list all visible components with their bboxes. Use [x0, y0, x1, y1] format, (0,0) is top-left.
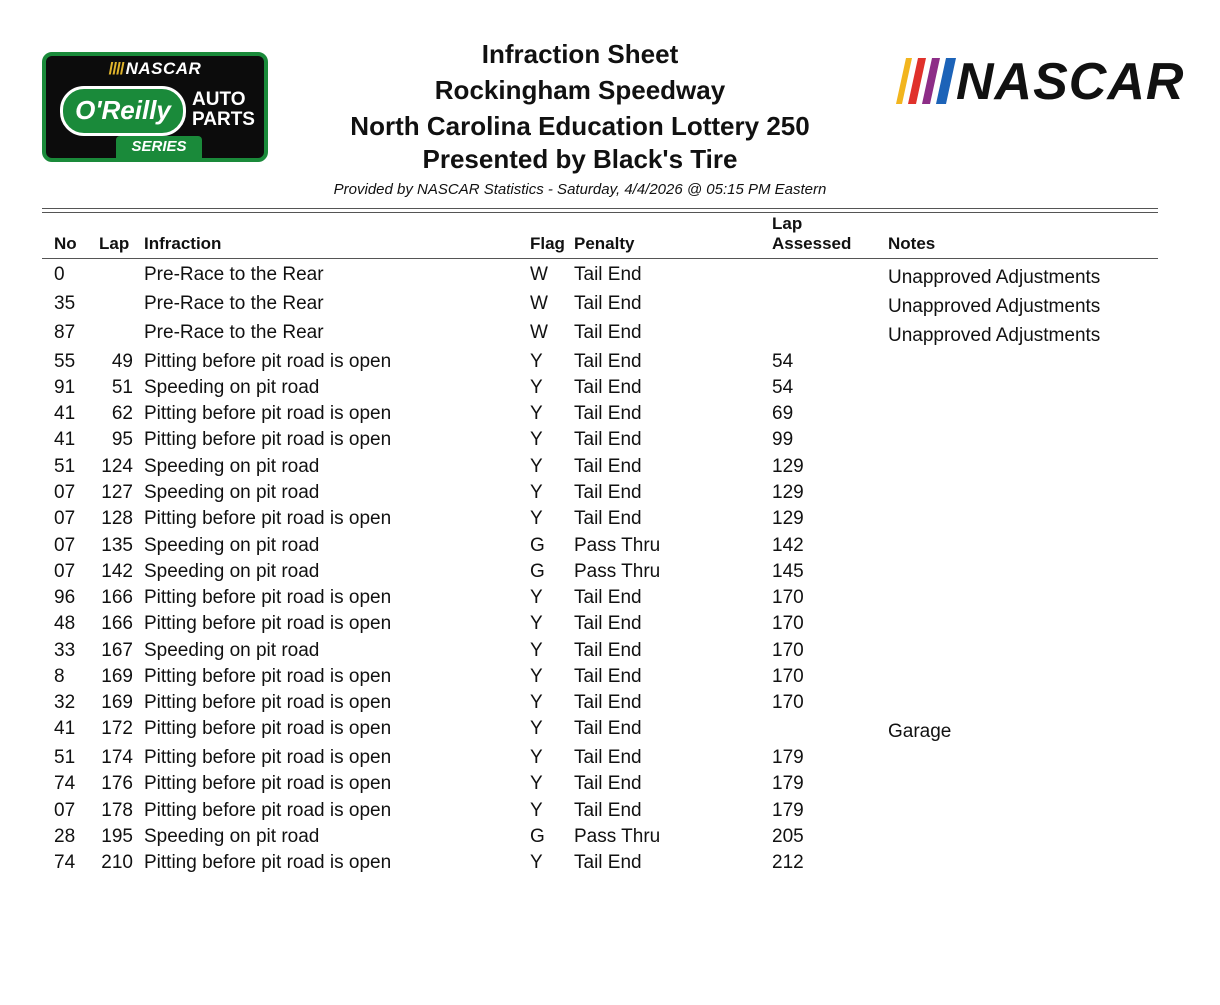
col-header-lap: Lap — [99, 234, 130, 253]
nascar-wordmark: NASCAR — [956, 53, 1185, 111]
cell-infraction: Speeding on pit road — [144, 482, 320, 503]
race-sponsor: Presented by Black's Tire — [422, 144, 738, 174]
cell-no: 48 — [54, 613, 76, 634]
cell-notes: Unapproved Adjustments — [888, 296, 1101, 317]
cell-no: 35 — [54, 293, 76, 314]
cell-lap-assessed: 212 — [772, 852, 804, 873]
cell-lap-assessed: 170 — [772, 613, 804, 634]
cell-penalty: Tail End — [574, 666, 642, 687]
cell-penalty: Tail End — [574, 429, 642, 450]
cell-lap: 166 — [101, 613, 133, 634]
cell-infraction: Pitting before pit road is open — [144, 403, 392, 424]
cell-flag: Y — [530, 508, 543, 529]
cell-lap-assessed: 54 — [772, 377, 794, 398]
cell-infraction: Speeding on pit road — [144, 640, 320, 661]
header-rule-top — [42, 208, 1158, 209]
cell-no: 8 — [54, 666, 65, 687]
cell-infraction: Pitting before pit road is open — [144, 666, 392, 687]
cell-no: 07 — [54, 535, 76, 556]
oreilly-series-logo — [42, 52, 268, 162]
col-header-infraction: Infraction — [144, 234, 222, 253]
cell-penalty: Tail End — [574, 351, 642, 372]
col-header-notes: Notes — [888, 234, 936, 253]
cell-flag: Y — [530, 718, 543, 739]
cell-lap: 127 — [101, 482, 133, 503]
cell-no: 41 — [54, 718, 76, 739]
cell-lap: 51 — [111, 377, 133, 398]
cell-penalty: Tail End — [574, 264, 642, 285]
cell-no: 07 — [54, 561, 76, 582]
cell-flag: W — [530, 293, 548, 314]
cell-lap-assessed: 170 — [772, 640, 804, 661]
auto-parts-text: AUTO PARTS — [192, 89, 255, 130]
cell-flag: W — [530, 322, 548, 343]
col-header-penalty: Penalty — [574, 234, 635, 253]
cell-infraction: Pitting before pit road is open — [144, 773, 392, 794]
cell-infraction: Speeding on pit road — [144, 535, 320, 556]
cell-penalty: Tail End — [574, 773, 642, 794]
cell-penalty: Tail End — [574, 718, 642, 739]
cell-no: 91 — [54, 377, 76, 398]
cell-flag: Y — [530, 666, 543, 687]
cell-flag: Y — [530, 747, 543, 768]
cell-no: 87 — [54, 322, 76, 343]
cell-lap-assessed: 99 — [772, 429, 794, 450]
cell-lap: 195 — [101, 826, 133, 847]
cell-no: 41 — [54, 429, 76, 450]
cell-penalty: Tail End — [574, 640, 642, 661]
cell-infraction: Pitting before pit road is open — [144, 587, 392, 608]
cell-lap: 135 — [101, 535, 133, 556]
cell-lap: 124 — [101, 456, 133, 477]
cell-no: 07 — [54, 800, 76, 821]
cell-lap: 142 — [101, 561, 133, 582]
cell-no: 51 — [54, 456, 76, 477]
cell-penalty: Tail End — [574, 800, 642, 821]
cell-lap: 174 — [101, 747, 133, 768]
cell-flag: Y — [530, 351, 543, 372]
cell-lap-assessed: 179 — [772, 800, 804, 821]
cell-no: 07 — [54, 482, 76, 503]
nascar-logo — [896, 53, 1185, 111]
title-block — [290, 36, 870, 174]
cell-no: 07 — [54, 508, 76, 529]
cell-infraction: Pre-Race to the Rear — [144, 293, 324, 314]
cell-lap: 172 — [101, 718, 133, 739]
series-tag: SERIES — [116, 136, 202, 158]
cell-infraction: Pitting before pit road is open — [144, 852, 392, 873]
cell-lap-assessed: 205 — [772, 826, 804, 847]
cell-penalty: Tail End — [574, 508, 642, 529]
cell-infraction: Pitting before pit road is open — [144, 800, 392, 821]
provided-by-line: Provided by NASCAR Statistics - Saturday, 4/4/2026 @ 05:15 PM Eastern — [333, 181, 827, 198]
cell-lap: 176 — [101, 773, 133, 794]
cell-no: 33 — [54, 640, 76, 661]
cell-flag: Y — [530, 800, 543, 821]
cell-no: 51 — [54, 747, 76, 768]
cell-lap-assessed: 142 — [772, 535, 804, 556]
cell-lap: 178 — [101, 800, 133, 821]
cell-lap: 166 — [101, 587, 133, 608]
cell-flag: Y — [530, 456, 543, 477]
cell-infraction: Pitting before pit road is open — [144, 351, 392, 372]
cell-penalty: Pass Thru — [574, 826, 661, 847]
cell-flag: Y — [530, 403, 543, 424]
cell-lap-assessed: 170 — [772, 692, 804, 713]
cell-infraction: Speeding on pit road — [144, 377, 320, 398]
cell-flag: Y — [530, 429, 543, 450]
track-name: Rockingham Speedway — [434, 75, 726, 105]
cell-penalty: Tail End — [574, 747, 642, 768]
cell-notes: Garage — [888, 721, 952, 742]
cell-penalty: Tail End — [574, 377, 642, 398]
cell-no: 41 — [54, 403, 76, 424]
cell-infraction: Pitting before pit road is open — [144, 718, 392, 739]
cell-flag: Y — [530, 852, 543, 873]
nascar-mini-wordmark: //// NASCAR — [108, 59, 202, 78]
cell-no: 0 — [54, 264, 65, 285]
cell-flag: G — [530, 826, 545, 847]
cell-flag: Y — [530, 587, 543, 608]
cell-infraction: Pitting before pit road is open — [144, 747, 392, 768]
cell-flag: G — [530, 535, 545, 556]
cell-infraction: Pitting before pit road is open — [144, 692, 392, 713]
cell-no: 74 — [54, 773, 76, 794]
cell-penalty: Tail End — [574, 456, 642, 477]
cell-flag: Y — [530, 482, 543, 503]
cell-flag: W — [530, 264, 548, 285]
cell-lap-assessed: 145 — [772, 561, 804, 582]
nascar-stripes-icon — [896, 58, 958, 104]
cell-lap: 95 — [111, 429, 133, 450]
oreilly-brand-mark: O'Reilly — [60, 86, 186, 136]
cell-no: 28 — [54, 826, 76, 847]
cell-lap-assessed: 129 — [772, 508, 804, 529]
col-header-lap-assessed-1: Lap — [772, 214, 803, 233]
cell-infraction: Pitting before pit road is open — [144, 613, 392, 634]
cell-notes: Unapproved Adjustments — [888, 267, 1101, 288]
cell-penalty: Tail End — [574, 322, 642, 343]
cell-infraction: Speeding on pit road — [144, 561, 320, 582]
race-name: North Carolina Education Lottery 250 — [350, 111, 810, 141]
cell-infraction: Speeding on pit road — [144, 826, 320, 847]
cell-infraction: Pitting before pit road is open — [144, 508, 392, 529]
col-header-no: No — [54, 234, 77, 253]
cell-penalty: Tail End — [574, 613, 642, 634]
cell-penalty: Tail End — [574, 403, 642, 424]
cell-infraction: Pre-Race to the Rear — [144, 264, 324, 285]
cell-flag: G — [530, 561, 545, 582]
cell-penalty: Tail End — [574, 293, 642, 314]
cell-lap-assessed: 179 — [772, 773, 804, 794]
cell-lap-assessed: 179 — [772, 747, 804, 768]
cell-penalty: Tail End — [574, 852, 642, 873]
cell-no: 55 — [54, 351, 76, 372]
cell-flag: Y — [530, 613, 543, 634]
cell-infraction: Speeding on pit road — [144, 456, 320, 477]
cell-flag: Y — [530, 773, 543, 794]
cell-lap-assessed: 129 — [772, 482, 804, 503]
header-rule-top-2 — [42, 212, 1158, 213]
cell-lap: 169 — [101, 666, 133, 687]
header-rule-bottom — [42, 258, 1158, 259]
cell-penalty: Tail End — [574, 482, 642, 503]
cell-lap: 128 — [101, 508, 133, 529]
cell-lap-assessed: 170 — [772, 587, 804, 608]
cell-lap: 167 — [101, 640, 133, 661]
cell-lap-assessed: 54 — [772, 351, 794, 372]
cell-lap: 49 — [111, 351, 133, 372]
cell-flag: Y — [530, 377, 543, 398]
cell-lap-assessed: 170 — [772, 666, 804, 687]
cell-lap-assessed: 129 — [772, 456, 804, 477]
cell-penalty: Tail End — [574, 587, 642, 608]
col-header-flag: Flag — [530, 234, 565, 253]
cell-no: 96 — [54, 587, 76, 608]
col-header-lap-assessed-2: Assessed — [772, 234, 852, 253]
cell-penalty: Pass Thru — [574, 561, 661, 582]
cell-infraction: Pitting before pit road is open — [144, 429, 392, 450]
cell-no: 74 — [54, 852, 76, 873]
cell-penalty: Pass Thru — [574, 535, 661, 556]
cell-lap-assessed: 69 — [772, 403, 794, 424]
cell-flag: Y — [530, 640, 543, 661]
cell-flag: Y — [530, 692, 543, 713]
cell-lap: 210 — [101, 852, 133, 873]
cell-notes: Unapproved Adjustments — [888, 325, 1101, 346]
cell-infraction: Pre-Race to the Rear — [144, 322, 324, 343]
cell-lap: 169 — [101, 692, 133, 713]
sheet-title: Infraction Sheet — [481, 39, 679, 69]
cell-no: 32 — [54, 692, 76, 713]
cell-penalty: Tail End — [574, 692, 642, 713]
cell-lap: 62 — [111, 403, 133, 424]
